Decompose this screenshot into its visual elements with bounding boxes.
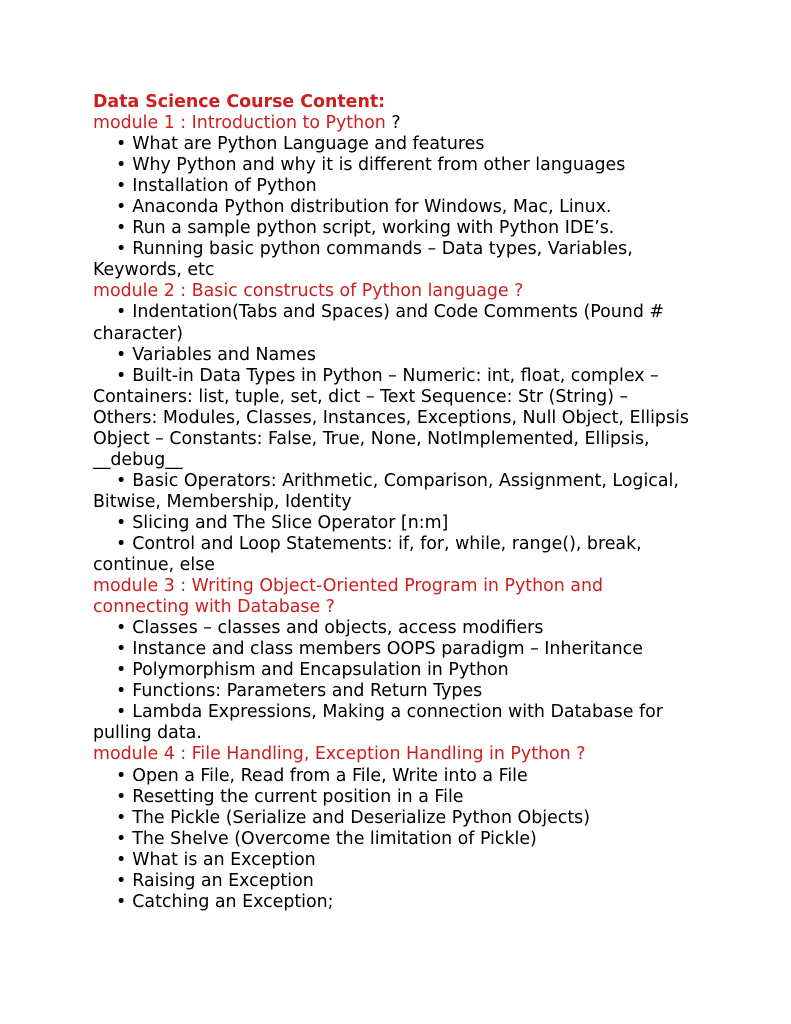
bullet-icon: •	[116, 849, 127, 870]
module-4-heading	[93, 744, 693, 765]
list-item	[93, 787, 693, 808]
bullet-icon: •	[116, 134, 127, 155]
topic-text: Resetting the current position in a File	[132, 786, 464, 807]
module-3-heading-text: module 3 : Writing Object-Oriented Program in Python and connecting with Database ?	[93, 576, 604, 618]
module-3-heading	[93, 576, 693, 618]
topic-text: Why Python and why it is different from other languages	[132, 155, 626, 176]
topic-text: The Pickle (Serialize and Deserialize Python Objects)	[132, 807, 590, 828]
list-item	[93, 218, 693, 239]
list-item	[93, 660, 693, 681]
topic-text: Control and Loop Statements: if, for, while, range(), break, continue, else	[93, 533, 642, 576]
bullet-icon: •	[116, 765, 127, 786]
bullet-icon: •	[116, 870, 127, 891]
bullet-icon: •	[116, 197, 127, 218]
topic-text: Built-in Data Types in Python – Numeric: int, float, complex – Containers: list, tuple, set, dict – Text Sequence: Str (String) – Others: Modules, Classes, Instances, Exceptions, Null Object, Ellipsis Object – Constants: False, True, None, NotImplemented, Ellipsis, __debug__	[93, 365, 689, 470]
bullet-icon: •	[116, 176, 127, 197]
bullet-icon: •	[116, 786, 127, 807]
bullet-icon: •	[116, 828, 127, 849]
topic-text: Catching an Exception;	[132, 891, 334, 912]
topic-text: Installation of Python	[132, 176, 317, 197]
list-item	[93, 618, 693, 639]
list-item	[93, 134, 693, 155]
module-2-topic-list	[93, 302, 693, 576]
topic-text: Run a sample python script, working with Python IDE’s.	[132, 218, 615, 239]
bullet-icon: •	[116, 470, 127, 491]
module-1-heading-text: module 1 : Introduction to Python	[93, 113, 386, 134]
topic-text: Running basic python commands – Data types, Variables, Keywords, etc	[93, 239, 633, 281]
module-1-heading	[93, 113, 693, 134]
topic-text: What is an Exception	[132, 849, 316, 870]
list-item	[93, 808, 693, 829]
list-item	[93, 829, 693, 850]
bullet-icon: •	[116, 302, 127, 323]
topic-text: Open a File, Read from a File, Write into a File	[132, 765, 528, 786]
bullet-icon: •	[116, 344, 127, 365]
list-item	[93, 892, 693, 913]
list-item	[93, 534, 693, 576]
topic-text: Instance and class members OOPS paradigm – Inheritance	[132, 639, 643, 660]
bullet-icon: •	[116, 681, 127, 702]
list-item	[93, 766, 693, 787]
topic-text: Variables and Names	[132, 344, 316, 365]
bullet-icon: •	[116, 660, 127, 681]
topic-text: What are Python Language and features	[132, 134, 485, 155]
topic-text: Lambda Expressions, Making a connection with Database for pulling data.	[93, 702, 663, 744]
list-item	[93, 471, 693, 513]
list-item	[93, 513, 693, 534]
list-item	[93, 197, 693, 218]
topic-text: Polymorphism and Encapsulation in Python	[132, 660, 509, 681]
topic-text: Anaconda Python distribution for Windows, Mac, Linux.	[132, 197, 612, 218]
module-4-topic-list	[93, 766, 693, 913]
topic-text: The Shelve (Overcome the limitation of Pickle)	[132, 828, 537, 849]
list-item	[93, 681, 693, 702]
list-item	[93, 871, 693, 892]
module-1-heading-suffix: ?	[385, 113, 401, 134]
topic-text: Classes – classes and objects, access modifiers	[132, 618, 544, 639]
list-item	[93, 345, 693, 366]
bullet-icon: •	[116, 365, 127, 386]
list-item	[93, 702, 693, 744]
list-item	[93, 302, 693, 344]
module-2-heading	[93, 281, 693, 302]
topic-text: Raising an Exception	[132, 870, 314, 891]
list-item	[93, 239, 693, 281]
bullet-icon: •	[116, 639, 127, 660]
bullet-icon: •	[116, 891, 127, 912]
topic-text: Indentation(Tabs and Spaces) and Code Comments (Pound # character)	[93, 302, 664, 344]
bullet-icon: •	[116, 239, 127, 260]
bullet-icon: •	[116, 618, 127, 639]
document-page	[93, 92, 693, 913]
bullet-icon: •	[116, 807, 127, 828]
bullet-icon: •	[116, 533, 127, 554]
document-title: Data Science Course Content:	[93, 92, 386, 112]
bullet-icon: •	[116, 512, 127, 533]
topic-text: Basic Operators: Arithmetic, Comparison, Assignment, Logical, Bitwise, Membership, Identity	[93, 470, 679, 512]
list-item	[93, 176, 693, 197]
bullet-icon: •	[116, 218, 127, 239]
module-3-topic-list	[93, 618, 693, 744]
list-item	[93, 639, 693, 660]
module-2-heading-text: module 2 : Basic constructs of Python language ?	[93, 281, 524, 302]
bullet-icon: •	[116, 155, 127, 176]
list-item	[93, 850, 693, 871]
topic-text: Functions: Parameters and Return Types	[132, 681, 483, 702]
module-1-topic-list	[93, 134, 693, 281]
list-item	[93, 366, 693, 471]
topic-text: Slicing and The Slice Operator [n:m]	[132, 512, 449, 533]
module-4-heading-text: module 4 : File Handling, Exception Handling in Python ?	[93, 744, 586, 765]
bullet-icon: •	[116, 702, 127, 723]
list-item	[93, 155, 693, 176]
